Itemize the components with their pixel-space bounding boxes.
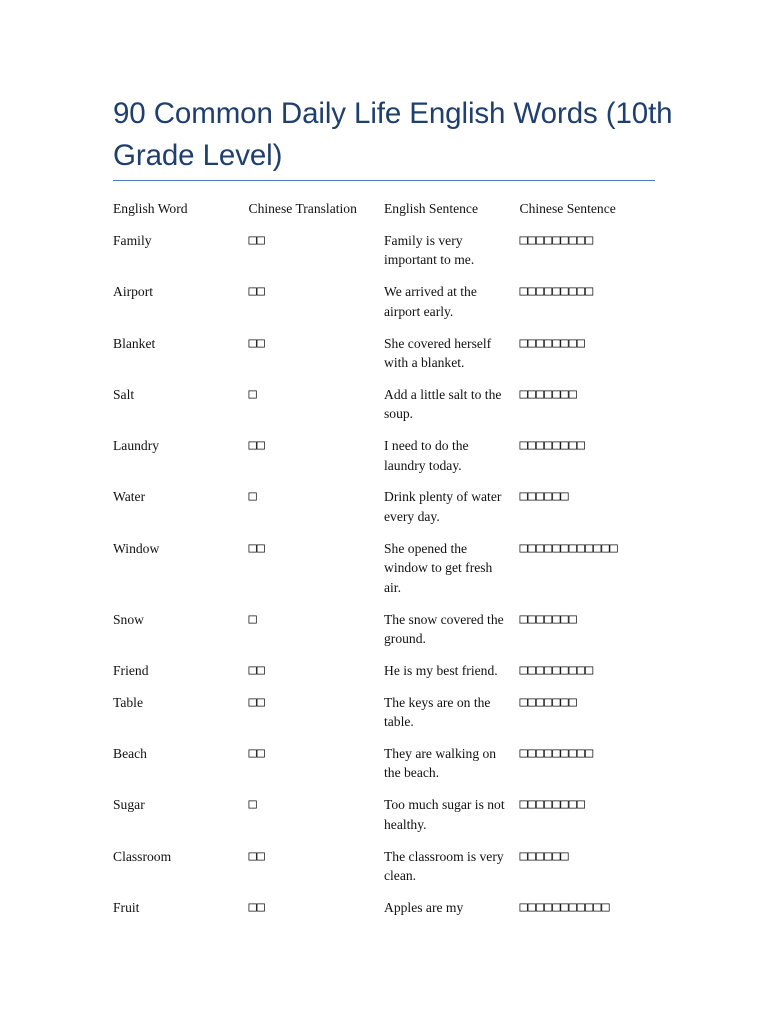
english-word: Classroom bbox=[113, 848, 172, 864]
chinese-sentence: □□□□□□□□ bbox=[519, 334, 585, 351]
english-sentence: The snow covered the ground. bbox=[384, 611, 504, 646]
chinese-translation: □ bbox=[248, 488, 257, 505]
table-row bbox=[113, 231, 655, 270]
english-word: Fruit bbox=[113, 899, 140, 915]
chinese-sentence: □□□□□□ bbox=[519, 488, 569, 505]
table-row bbox=[113, 661, 655, 680]
document-title: 90 Common Daily Life English Words (10th Grade Level) bbox=[113, 97, 673, 172]
chinese-translation: □□ bbox=[248, 334, 265, 351]
chinese-sentence: □□□□□□□□ bbox=[519, 437, 585, 454]
english-word: Friend bbox=[113, 662, 149, 678]
english-word: Family bbox=[113, 232, 152, 248]
english-sentence: I need to do the laundry today. bbox=[384, 438, 469, 473]
table-row bbox=[113, 385, 655, 424]
chinese-sentence: □□□□□□□□ bbox=[519, 796, 585, 813]
header-chinese-sentence: Chinese Sentence bbox=[519, 201, 616, 216]
chinese-translation: □□ bbox=[248, 847, 265, 864]
english-word: Blanket bbox=[113, 335, 156, 351]
english-word: Laundry bbox=[113, 438, 160, 454]
chinese-translation: □ bbox=[248, 610, 257, 627]
table-row bbox=[113, 610, 655, 649]
chinese-sentence: □□□□□□□ bbox=[519, 385, 577, 402]
chinese-translation: □□ bbox=[248, 898, 265, 915]
english-sentence: They are walking on the beach. bbox=[384, 746, 497, 781]
english-sentence: The keys are on the table. bbox=[384, 694, 491, 730]
english-sentence: Family is very important to me. bbox=[384, 232, 475, 268]
english-sentence: Too much sugar is not healthy. bbox=[384, 797, 505, 832]
table-row bbox=[113, 436, 655, 475]
table-row bbox=[113, 795, 655, 834]
english-word: Sugar bbox=[113, 797, 145, 813]
table-row bbox=[113, 282, 655, 321]
chinese-sentence: □□□□□□□□□ bbox=[519, 231, 594, 248]
table-row bbox=[113, 487, 655, 526]
english-sentence: We arrived at the airport early. bbox=[384, 284, 477, 319]
header-chinese-translation: Chinese Translation bbox=[248, 201, 357, 216]
table-header-row bbox=[113, 199, 655, 218]
chinese-translation: □ bbox=[248, 385, 257, 402]
table-row bbox=[113, 898, 655, 917]
english-word: Airport bbox=[113, 284, 154, 300]
english-sentence: She covered herself with a blanket. bbox=[384, 335, 492, 370]
chinese-translation: □□ bbox=[248, 437, 265, 454]
chinese-translation: □□ bbox=[248, 661, 265, 678]
english-word: Window bbox=[113, 540, 160, 556]
chinese-sentence: □□□□□□□ bbox=[519, 693, 577, 710]
chinese-translation: □ bbox=[248, 796, 257, 813]
english-sentence: Apples are my bbox=[384, 899, 464, 915]
english-word: Snow bbox=[113, 611, 144, 627]
chinese-sentence: □□□□□□□□□ bbox=[519, 661, 594, 678]
vocabulary-table bbox=[113, 199, 655, 930]
chinese-translation: □□ bbox=[248, 231, 265, 248]
chinese-translation: □□ bbox=[248, 283, 265, 300]
table-row bbox=[113, 847, 655, 886]
english-word: Salt bbox=[113, 386, 135, 402]
english-word: Beach bbox=[113, 746, 147, 762]
chinese-sentence: □□□□□□□□□□□□ bbox=[519, 539, 618, 556]
english-sentence: The classroom is very clean. bbox=[384, 848, 504, 884]
chinese-sentence: □□□□□□□□□ bbox=[519, 283, 594, 300]
chinese-translation: □□ bbox=[248, 745, 265, 762]
english-sentence: She opened the window to get fresh air. bbox=[384, 540, 493, 595]
chinese-sentence: □□□□□□ bbox=[519, 847, 569, 864]
chinese-sentence: □□□□□□□□□ bbox=[519, 745, 594, 762]
english-sentence: Add a little salt to the soup. bbox=[384, 386, 502, 422]
chinese-sentence: □□□□□□□ bbox=[519, 610, 577, 627]
english-word: Table bbox=[113, 694, 143, 710]
english-word: Water bbox=[113, 489, 146, 505]
header-english-word: English Word bbox=[113, 201, 188, 216]
chinese-translation: □□ bbox=[248, 693, 265, 710]
header-english-sentence: English Sentence bbox=[384, 201, 479, 216]
title-underline bbox=[113, 180, 655, 181]
table-row bbox=[113, 693, 655, 732]
chinese-sentence: □□□□□□□□□□□ bbox=[519, 898, 610, 915]
table-row bbox=[113, 334, 655, 373]
english-sentence: He is my best friend. bbox=[384, 662, 498, 678]
table-row bbox=[113, 539, 655, 597]
table-row bbox=[113, 744, 655, 783]
english-sentence: Drink plenty of water every day. bbox=[384, 489, 502, 524]
chinese-translation: □□ bbox=[248, 539, 265, 556]
